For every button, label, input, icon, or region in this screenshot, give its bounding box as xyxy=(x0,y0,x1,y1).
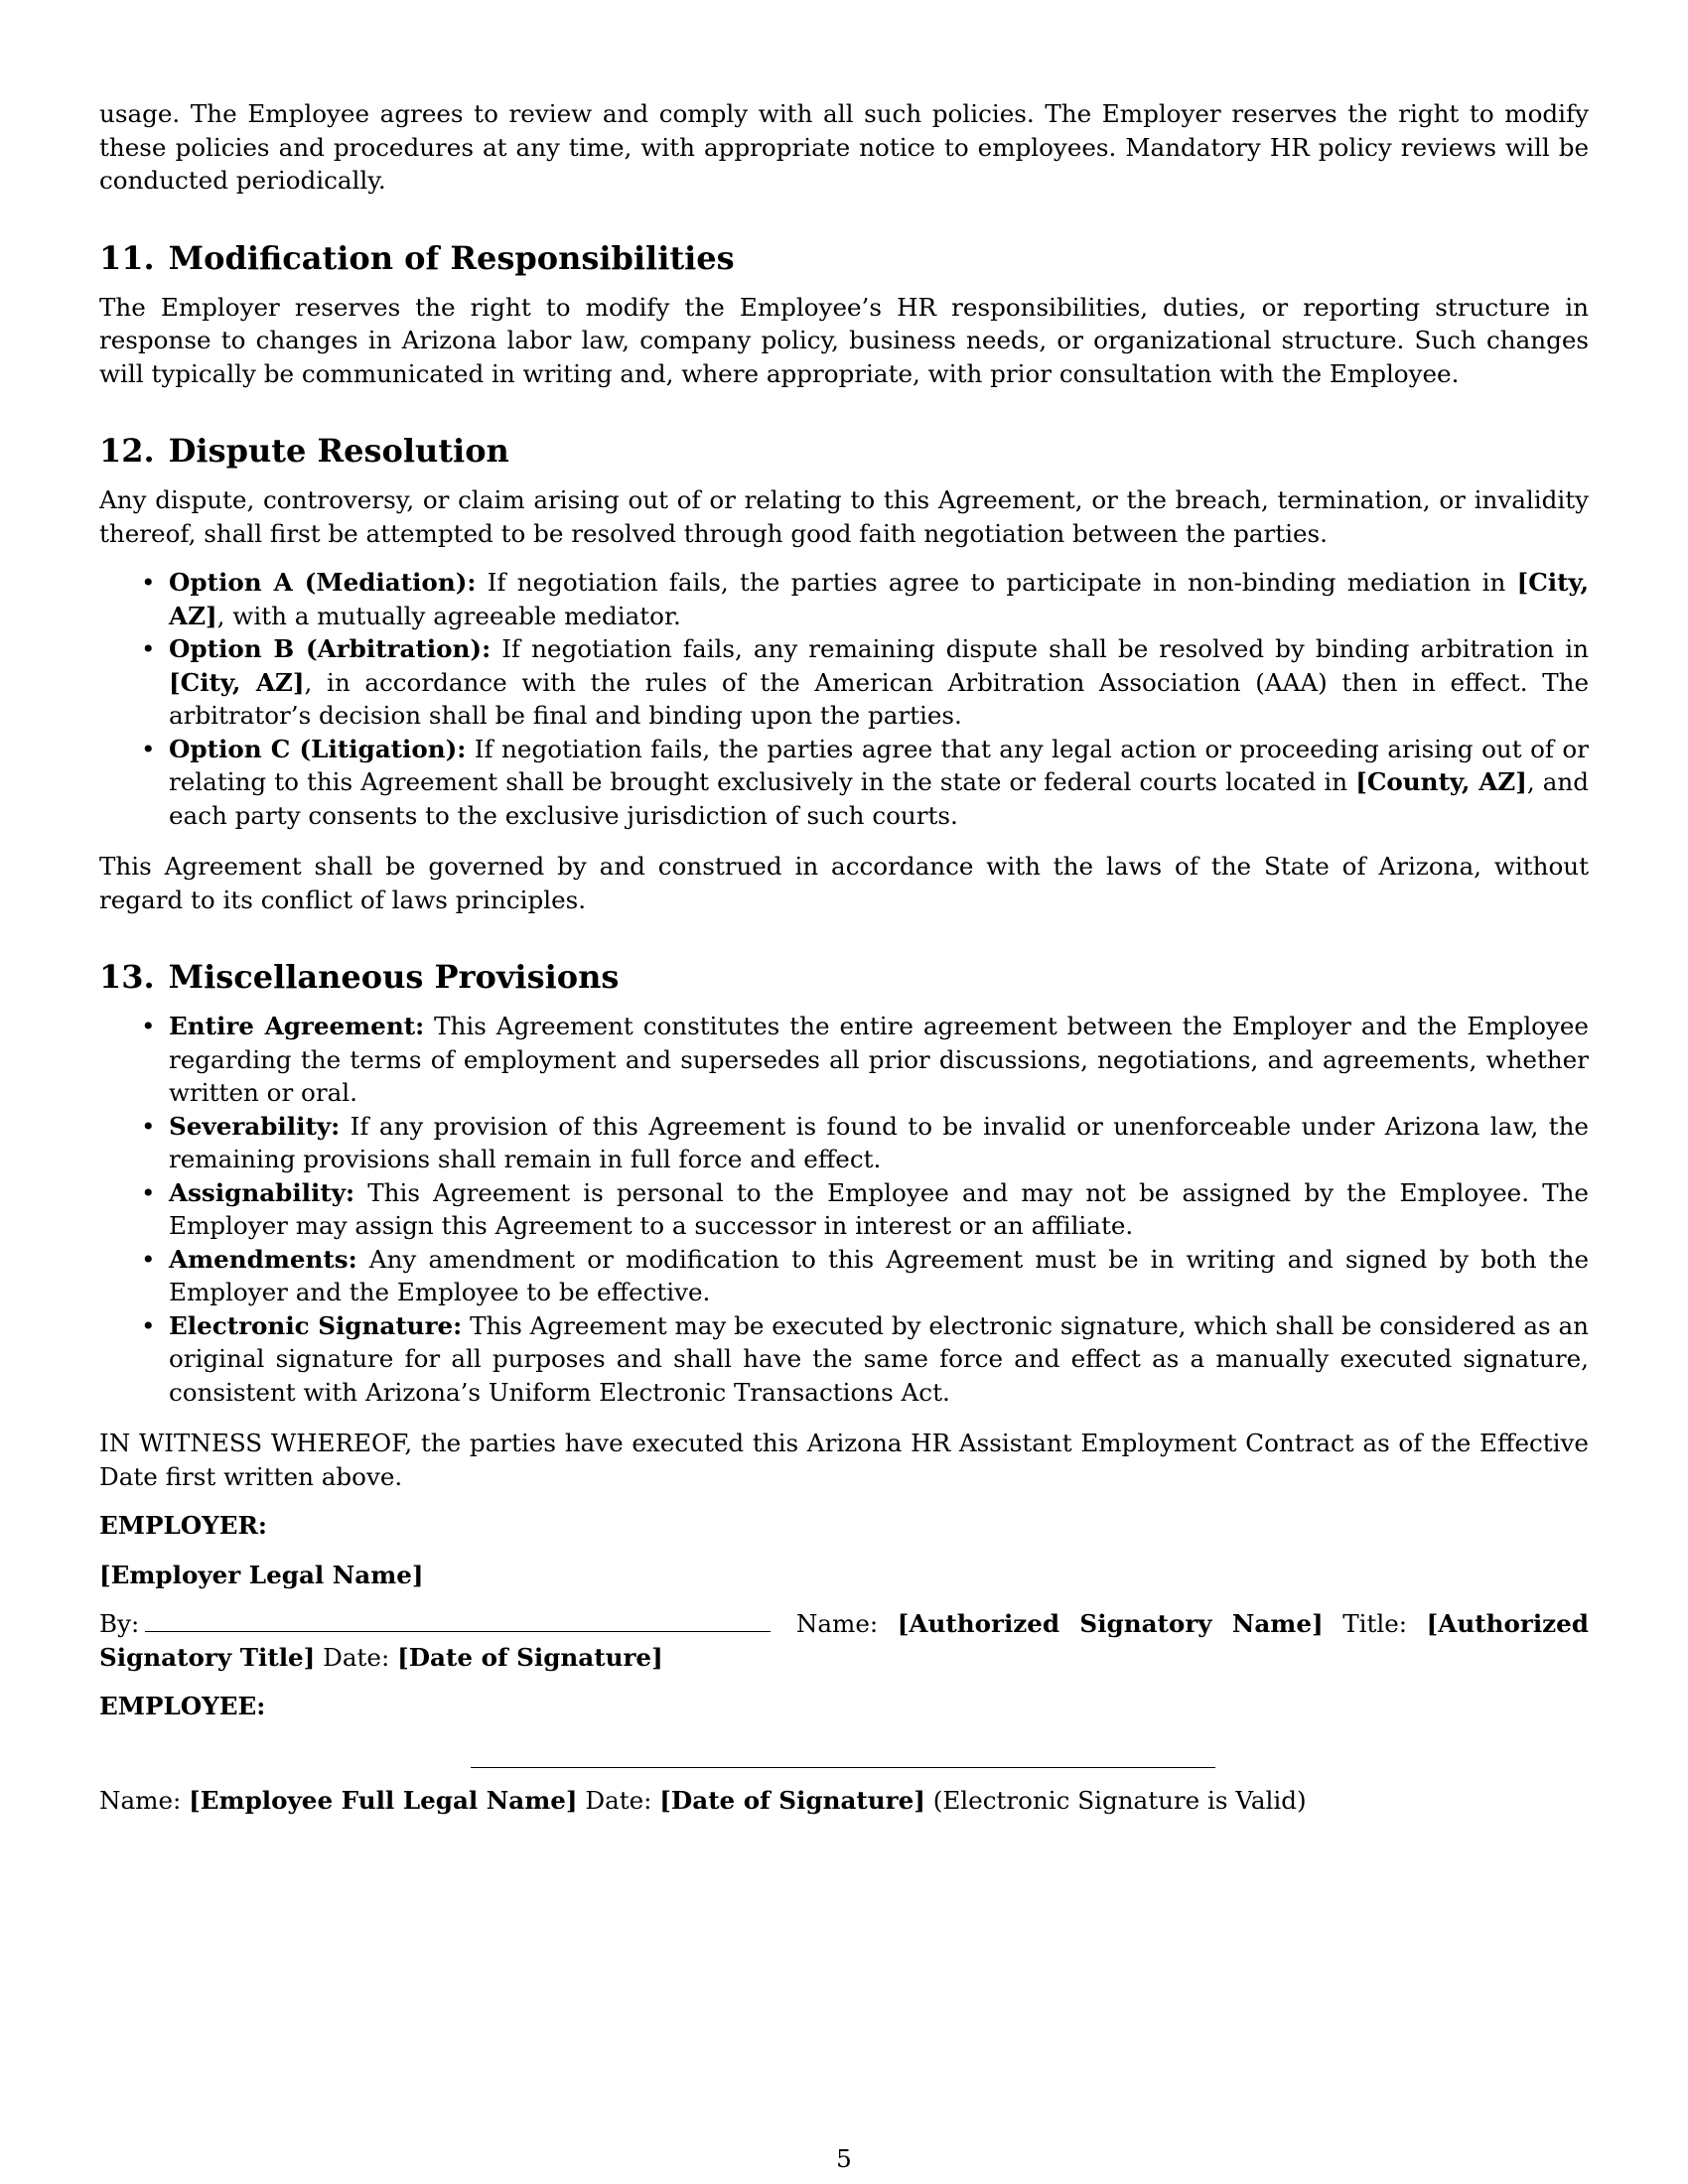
list-item: • Option B (Arbitration): If negotiation fails, any remaining dispute shall be resolved by binding arbitration in [City, AZ], in accordance with the rules of the American Arbitration Association (AAA) then in effect. The arbitrator’s decision shall be final and binding upon the parties. xyxy=(169,632,1589,733)
witness-paragraph: IN WITNESS WHEREOF, the parties have executed this Arizona HR Assistant Employment Contract as of the Effective Date first written above. xyxy=(99,1429,1589,1491)
employee-signature-date: [Date of Signature] xyxy=(659,1785,925,1815)
employee-signature-line[interactable] xyxy=(471,1739,1215,1768)
list-item: • Entire Agreement: This Agreement constitutes the entire agreement between the Employer and the Employee regarding the terms of employment and supersedes all prior discussions, negotiations, and agreements, whether written or oral. xyxy=(169,1010,1589,1110)
placeholder-city: [City, AZ] xyxy=(169,568,1590,630)
section-12-heading xyxy=(99,430,1589,472)
employee-label: EMPLOYEE: xyxy=(99,1692,266,1720)
section-12-body: Any dispute, controversy, or claim arising out of or relating to this Agreement, or the breach, termination, or invalidity thereof, shall first be attempted to be resolved through good faith negotiation between the parties. xyxy=(99,485,1589,548)
page-number: 5 xyxy=(836,2144,852,2173)
section-title: Miscellaneous Provisions xyxy=(168,958,620,996)
list-item: • Assignability: This Agreement is personal to the Employee and may not be assigned by the Employee. The Employer may assign this Agreement to a successor in interest or an affiliate. xyxy=(169,1176,1589,1243)
option-c-label: Option C (Litigation): xyxy=(169,734,467,763)
employer-signature-line[interactable] xyxy=(145,1609,771,1632)
list-item: • Option C (Litigation): If negotiation fails, the parties agree that any legal action or proceeding arising out of or relating to this Agreement shall be brought exclusively in the state or federal courts located in [County, AZ], and each party consents to the exclusive jurisdiction of such courts. xyxy=(169,733,1589,833)
governing-law-paragraph: This Agreement shall be governed by and construed in accordance with the laws of the State of Arizona, without regard to its conflict of laws principles. xyxy=(99,852,1589,914)
employer-signature-block: By: Name: [Authorized Signatory Name] Title: [Authorized Signatory Title] Date: [Date of Signature] xyxy=(99,1609,1589,1672)
section-number: 13. xyxy=(99,958,155,996)
employee-full-legal-name: [Employee Full Legal Name] xyxy=(189,1785,578,1815)
list-item: • Amendments: Any amendment or modification to this Agreement must be in writing and signed by both the Employer and the Employee to be effective. xyxy=(169,1243,1589,1309)
authorized-signatory-name: [Authorized Signatory Name] xyxy=(897,1609,1324,1638)
list-item: • Severability: If any provision of this Agreement is found to be invalid or unenforceable under Arizona law, the remaining provisions shall remain in full force and effect. xyxy=(169,1110,1589,1176)
employer-label: EMPLOYER: xyxy=(99,1511,267,1540)
employer-legal-name: [Employer Legal Name] xyxy=(99,1560,424,1589)
section-11-heading xyxy=(99,237,1589,279)
intro-paragraph: usage. The Employee agrees to review and comply with all such policies. The Employer reserves the right to modify these policies and procedures at any time, with appropriate notice to employees. Mandatory HR policy reviews will be conducted periodically. xyxy=(99,99,1589,195)
misc-provisions-list xyxy=(99,1010,1589,1409)
list-item: • Option A (Mediation): If negotiation fails, the parties agree to participate in non-binding mediation in [City, AZ], with a mutually agreeable mediator. xyxy=(169,566,1589,632)
section-number: 11. xyxy=(99,238,155,277)
electronic-signature-note: (Electronic Signature is Valid) xyxy=(932,1785,1307,1815)
option-b-label: Option B (Arbitration): xyxy=(169,634,492,663)
section-number: 12. xyxy=(99,432,155,470)
placeholder-city: [City, AZ] xyxy=(169,667,305,697)
dispute-options-list xyxy=(99,566,1589,832)
placeholder-county: [County, AZ] xyxy=(1355,767,1527,796)
section-11-body: The Employer reserves the right to modify the Employee’s HR responsibilities, duties, or reporting structure in response to changes in Arizona labor law, company policy, business needs, or organizational structure. Such changes will typically be communicated in writing and, where appropriate, with prior consultation with the Employee. xyxy=(99,292,1589,388)
option-a-label: Option A (Mediation): xyxy=(169,568,477,597)
section-title: Modification of Responsibilities xyxy=(168,238,735,277)
employer-signature-date: [Date of Signature] xyxy=(397,1642,663,1672)
authorized-signatory-title: [Authorized Signatory Title] xyxy=(99,1609,1589,1672)
list-item: • Electronic Signature: This Agreement may be executed by electronic signature, which shall be considered as an original signature for all purposes and shall have the same force and effect as a manually executed signature, consistent with Arizona’s Uniform Electronic Transactions Act. xyxy=(169,1309,1589,1410)
employee-signature-info: Name: [Employee Full Legal Name] Date: [Date of Signature] (Electronic Signature is Valid) xyxy=(99,1785,1307,1815)
section-13-heading xyxy=(99,956,1589,998)
section-title: Dispute Resolution xyxy=(168,432,509,470)
